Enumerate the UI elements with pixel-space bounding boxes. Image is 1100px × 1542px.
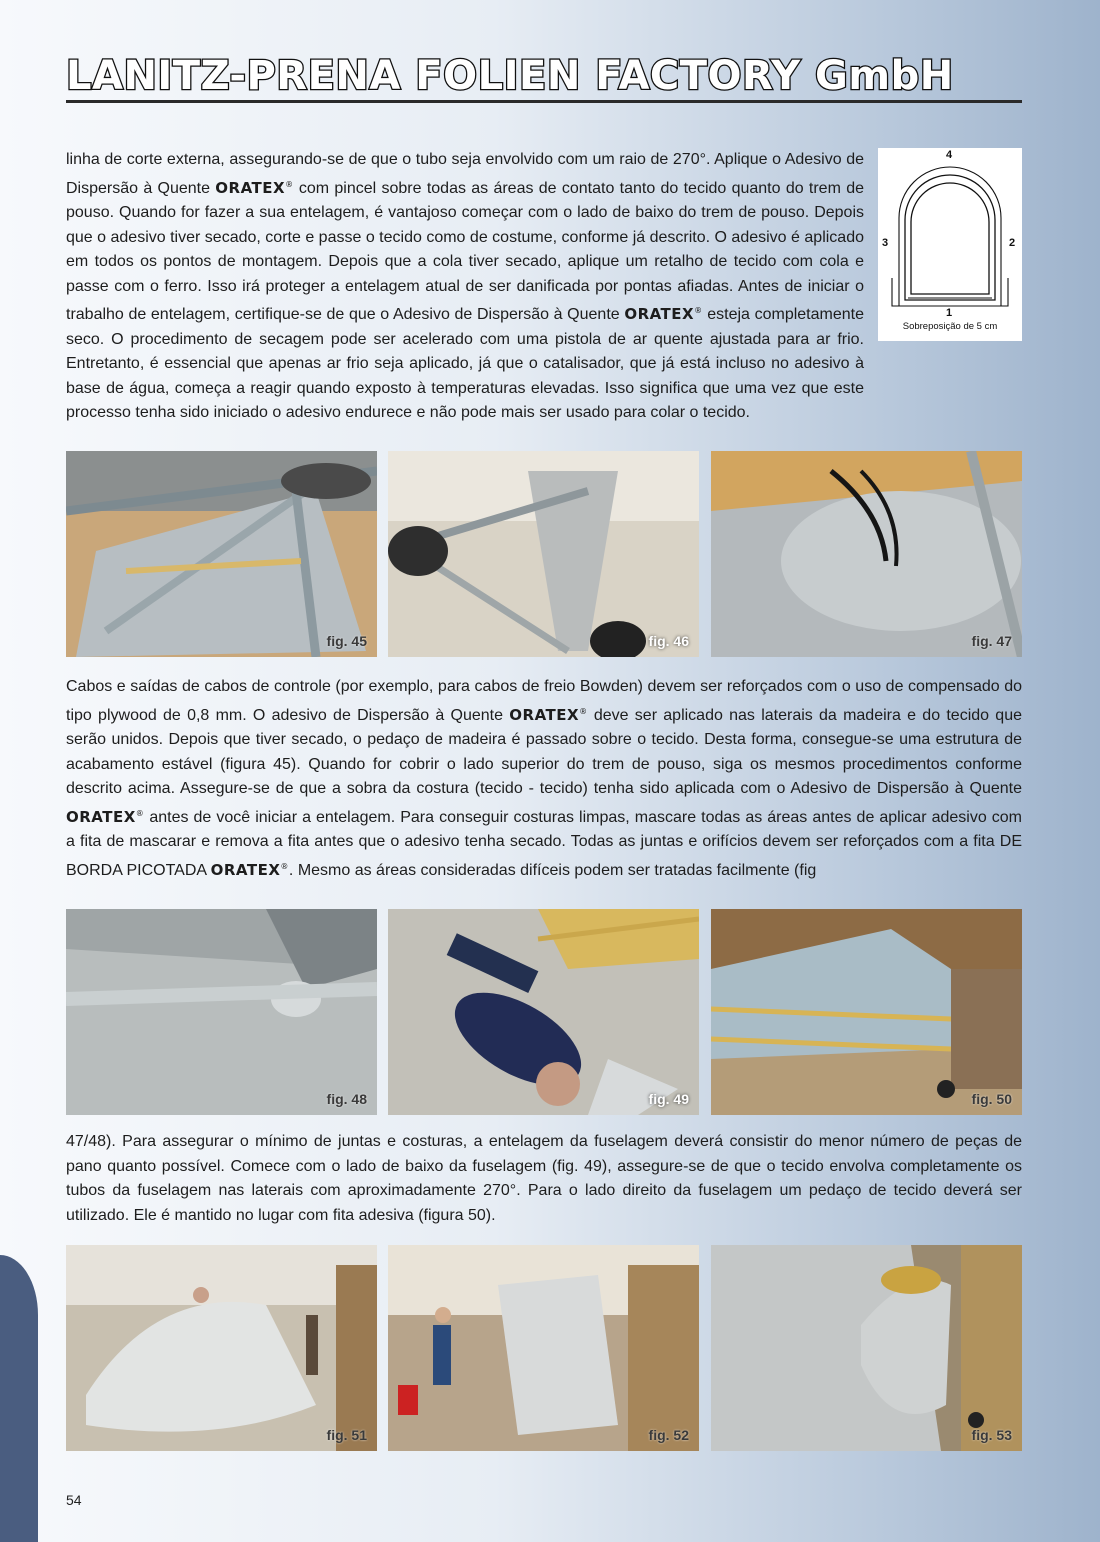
oratex-brand: ORATEX® (215, 178, 294, 197)
fig-label-48: fig. 48 (326, 1091, 367, 1107)
photo-fig-52 (388, 1245, 699, 1451)
paragraph-3: 47/48). Para assegurar o mínimo de juntas e costuras, a entelagem da fuselagem deverá consistir do menor número de peças de pano quanto possível. Comece com o lado de baixo da fuselagem (fig. 49), assegure-se de que o tecido envolva completamente os tubos da fuselagem nas laterais com aproximadamente 270°. Para o lado direito da fuselagem um pedaço de tecido deverá ser utilizado. Ele é mantido no lugar com fita adesiva (figura 50). (66, 1133, 1022, 1224)
diagram-label-1: 1 (946, 307, 953, 319)
paragraph-1-text-c: esteja completamente seco. O procedimento de secagem pode ser acelerado com uma pistola de ar quente ajustada para ar frio. Entretanto, é essencial que apenas ar frio seja aplicado, já que o catalisador, que já está incluso no adesivo à base de água, começa a reagir quando exposto à temperaturas elevadas. Isso significa que uma vez que este processo tenha sido iniciado o adesivo endurece e não pode mais ser usado para colar o tecido. (66, 306, 864, 421)
fig-label-52: fig. 52 (648, 1427, 689, 1443)
diagram-caption: Sobreposição de 5 cm (902, 321, 998, 332)
diagram-label-2: 2 (1009, 237, 1016, 249)
fig-label-47: fig. 47 (971, 633, 1012, 649)
photo-fig-45 (66, 451, 377, 657)
photo-fig-53 (711, 1245, 1022, 1451)
page-number: 54 (66, 1492, 82, 1508)
diagram-label-4: 4 (946, 149, 953, 161)
diagram-label-3: 3 (882, 237, 889, 249)
paragraph-1 (66, 148, 864, 426)
paragraph-1-text-b: com pincel sobre todas as áreas de contato tanto do tecido quanto do trem de pouso. Quando for fazer a sua entelagem, é vantajoso começar com o lado de baixo do trem de pouso. Depois que o adesivo tiver secado, corte e passe o tecido como de costume, conforme já descrito. O adesivo é aplicado em todos os pontos de montagem. Depois que a cola tiver secado, aplique um retalho de tecido com cola e passe com o ferro. Isso irá proteger a entelagem atual de ser danificada por pontas afiadas. Antes de iniciar o trabalho de entelagem, certifique-se de que o Adesivo de Dispersão à Quente (66, 179, 865, 323)
photo-fig-51 (66, 1245, 377, 1451)
oratex-brand: ORATEX® (210, 860, 289, 879)
paragraph-1-text-a: linha de corte externa, assegurando-se de que o tubo seja envolvido com um raio de 270°. Aplique o Adesivo de Dispersão à Quente (66, 151, 864, 197)
overlap-diagram (878, 148, 1022, 341)
photo-fig-50 (711, 909, 1022, 1115)
paragraph-2-text-d: . Mesmo as áreas consideradas difíceis podem ser tratadas facilmente (fig (288, 861, 817, 879)
fig-label-53: fig. 53 (971, 1427, 1012, 1443)
fig-label-46: fig. 46 (648, 633, 689, 649)
overlap-diagram-graphic (878, 148, 1022, 323)
fig-label-45: fig. 45 (326, 633, 367, 649)
oratex-brand: ORATEX® (509, 705, 588, 724)
paragraph-2 (66, 675, 1022, 883)
header-rule (66, 100, 1022, 103)
photo-fig-49 (388, 909, 699, 1115)
paragraph-2-text-c: antes de você iniciar a entelagem. Para conseguir costuras limpas, mascare todas as áreas antes de aplicar adesivo com a fita de mascarar e remova a fita antes que o adesivo tenha secado. Todas as juntas e orifícios devem ser reforçados com a fita DE BORDA PICOTADA (66, 808, 1022, 879)
page-header-title: LANITZ-PRENA FOLIEN FACTORY GmbH (66, 53, 954, 99)
fig-label-49: fig. 49 (648, 1091, 689, 1107)
photo-fig-47 (711, 451, 1022, 657)
photo-fig-48 (66, 909, 377, 1115)
side-tab (0, 1255, 38, 1542)
paragraph-2-text-a: Cabos e saídas de cabos de controle (por exemplo, para cabos de freio Bowden) devem ser reforçados com o uso de compensado do tipo plywood de 0,8 mm. O adesivo de Dispersão à Quente (66, 678, 1022, 724)
fig-label-50: fig. 50 (971, 1091, 1012, 1107)
photo-fig-46 (388, 451, 699, 657)
fig-label-51: fig. 51 (326, 1427, 367, 1443)
paragraph-2-text-b: deve ser aplicado nas laterais da madeira e do tecido que serão unidos. Depois que tiver secado, o pedaço de madeira é passado sobre o tecido. Desta forma, consegue-se uma estrutura de acabamento estável (figura 45). Quando for cobrir o lado superior do trem de pouso, siga os mesmos procedimentos conforme descrito acima. Assegure-se de que a sobra da costura (tecido - tecido) tenha sido aplicada com o Adesivo de Dispersão à Quente (66, 706, 1022, 797)
oratex-brand: ORATEX® (624, 305, 703, 323)
oratex-brand: ORATEX® (66, 807, 145, 826)
